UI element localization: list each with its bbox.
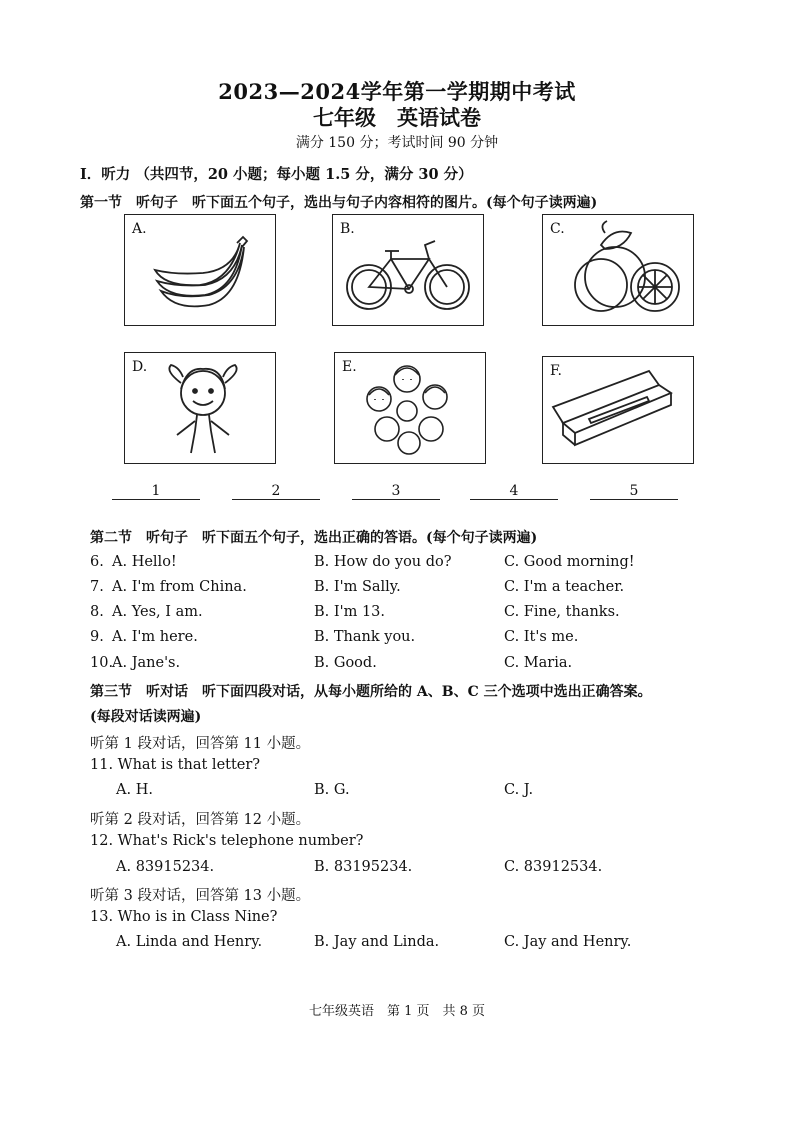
option-c[interactable]: C. Good morning! — [504, 554, 635, 570]
option-b[interactable]: B. Jay and Linda. — [314, 934, 440, 950]
option-c[interactable]: C. Maria. — [504, 655, 573, 671]
option-a[interactable]: A. Linda and Henry. — [116, 934, 263, 950]
answer-blank[interactable]: 3 — [352, 484, 440, 500]
picture-b — [332, 214, 484, 326]
option-a[interactable]: A. 83915234. — [116, 859, 215, 875]
exam-subtitle: 七年级 英语试卷 — [313, 105, 481, 130]
picture-d — [124, 352, 276, 464]
option-a[interactable]: A. Yes, I am. — [112, 604, 203, 620]
part1-heading: I．听力 （共四节，20 小题；每小题 1.5 分，满分 30 分） — [80, 166, 473, 183]
exam-page: 2023—2024学年第一学期期中考试 七年级 英语试卷 满分 150 分；考试时间 90 分钟 I．听力 （共四节，20 小题；每小题 1.5 分，满分 30 分） 第一节 听句子 听下面五个句子，选出与句子内容相符的图片。(每个句子读两遍) A. B. C. D. E. F. 1 2 3 4 5 第二节 听句子 听下面五个句子，选出正确的答语。(每个句子读两遍) 6. A. Hello! B. How do you do? C. Good morning! 7. A. I'm from China. B. I'm Sally. C. I'm a teacher. 8. A. Yes, I am. B. I'm 13. C. Fine, thanks. 9. A. I'm here. B. Thank you. C. It's me. 10. A. Jane's. B. Good. C. Maria. 第三节 听对话 听下面四段对话，从每小题所给的 A、B、C 三个选项中选出正确答案。 (每段对话读两遍) 听第 1 段对话，回答第 11 小题。 11. What is that letter? A. H. B. G. C. J. 听第 2 段对话，回答第 12 小题。 12. What's Rick's telephone number? A. 83915234. B. 83195234. C. 83912534. 听第 3 段对话，回答第 13 小题。 13. Who is in Class Nine? A. Linda and Henry. B. Jay and Linda. C. Jay and Henry. 七年级英语 第 1 页 共 8 页 — [0, 0, 794, 1122]
answer-blank[interactable]: 1 — [112, 484, 200, 500]
section2-heading: 第二节 听句子 听下面五个句子，选出正确的答语。(每个句子读两遍) — [90, 530, 538, 546]
answer-blank[interactable]: 2 — [232, 484, 320, 500]
picture-a — [124, 214, 276, 326]
dialog-intro: 听第 3 段对话，回答第 13 小题。 — [90, 888, 311, 904]
orange-icon — [543, 215, 693, 325]
picture-e — [334, 352, 486, 464]
picture-label: F. — [550, 363, 562, 379]
answer-blank[interactable]: 4 — [470, 484, 558, 500]
picture-label: C. — [550, 221, 565, 237]
option-c[interactable]: C. Jay and Henry. — [504, 934, 632, 950]
option-a[interactable]: A. I'm here. — [112, 629, 198, 645]
section3-note: (每段对话读两遍) — [90, 709, 202, 725]
dialog-intro: 听第 2 段对话，回答第 12 小题。 — [90, 812, 311, 828]
option-a[interactable]: A. Jane's. — [112, 655, 181, 671]
page-footer: 七年级英语 第 1 页 共 8 页 — [308, 1004, 486, 1019]
option-c[interactable]: C. J. — [504, 782, 534, 798]
bicycle-icon — [333, 215, 483, 325]
picture-c — [542, 214, 694, 326]
picture-label: B. — [340, 221, 355, 237]
dialog-intro: 听第 1 段对话，回答第 11 小题。 — [90, 736, 311, 752]
pen-box-icon — [543, 357, 693, 463]
option-c[interactable]: C. I'm a teacher. — [504, 579, 625, 595]
people-group-icon — [335, 353, 485, 463]
exam-info: 满分 150 分；考试时间 90 分钟 — [295, 135, 499, 151]
option-b[interactable]: B. 83195234. — [314, 859, 413, 875]
option-b[interactable]: B. Good. — [314, 655, 377, 671]
picture-f — [542, 356, 694, 464]
option-a[interactable]: A. I'm from China. — [112, 579, 247, 595]
picture-label: D. — [132, 359, 148, 375]
option-c[interactable]: C. 83912534. — [504, 859, 603, 875]
option-a[interactable]: A. Hello! — [112, 554, 177, 570]
option-c[interactable]: C. It's me. — [504, 629, 579, 645]
picture-label: E. — [342, 359, 357, 375]
answer-blank[interactable]: 5 — [590, 484, 678, 500]
question-text: 13. Who is in Class Nine? — [90, 909, 278, 925]
option-c[interactable]: C. Fine, thanks. — [504, 604, 620, 620]
section3-heading: 第三节 听对话 听下面四段对话，从每小题所给的 A、B、C 三个选项中选出正确答案。 — [90, 684, 652, 700]
question-text: 11. What is that letter? — [90, 757, 261, 773]
option-b[interactable]: B. How do you do? — [314, 554, 452, 570]
banana-icon — [125, 215, 275, 325]
option-b[interactable]: B. I'm Sally. — [314, 579, 401, 595]
section1-heading: 第一节 听句子 听下面五个句子，选出与句子内容相符的图片。(每个句子读两遍) — [80, 195, 598, 211]
exam-title: 2023—2024学年第一学期期中考试 — [218, 79, 576, 104]
question-text: 12. What's Rick's telephone number? — [90, 833, 364, 849]
option-b[interactable]: B. I'm 13. — [314, 604, 386, 620]
option-a[interactable]: A. H. — [116, 782, 153, 798]
girl-icon — [125, 353, 275, 463]
option-b[interactable]: B. G. — [314, 782, 350, 798]
option-b[interactable]: B. Thank you. — [314, 629, 416, 645]
picture-label: A. — [132, 221, 147, 237]
